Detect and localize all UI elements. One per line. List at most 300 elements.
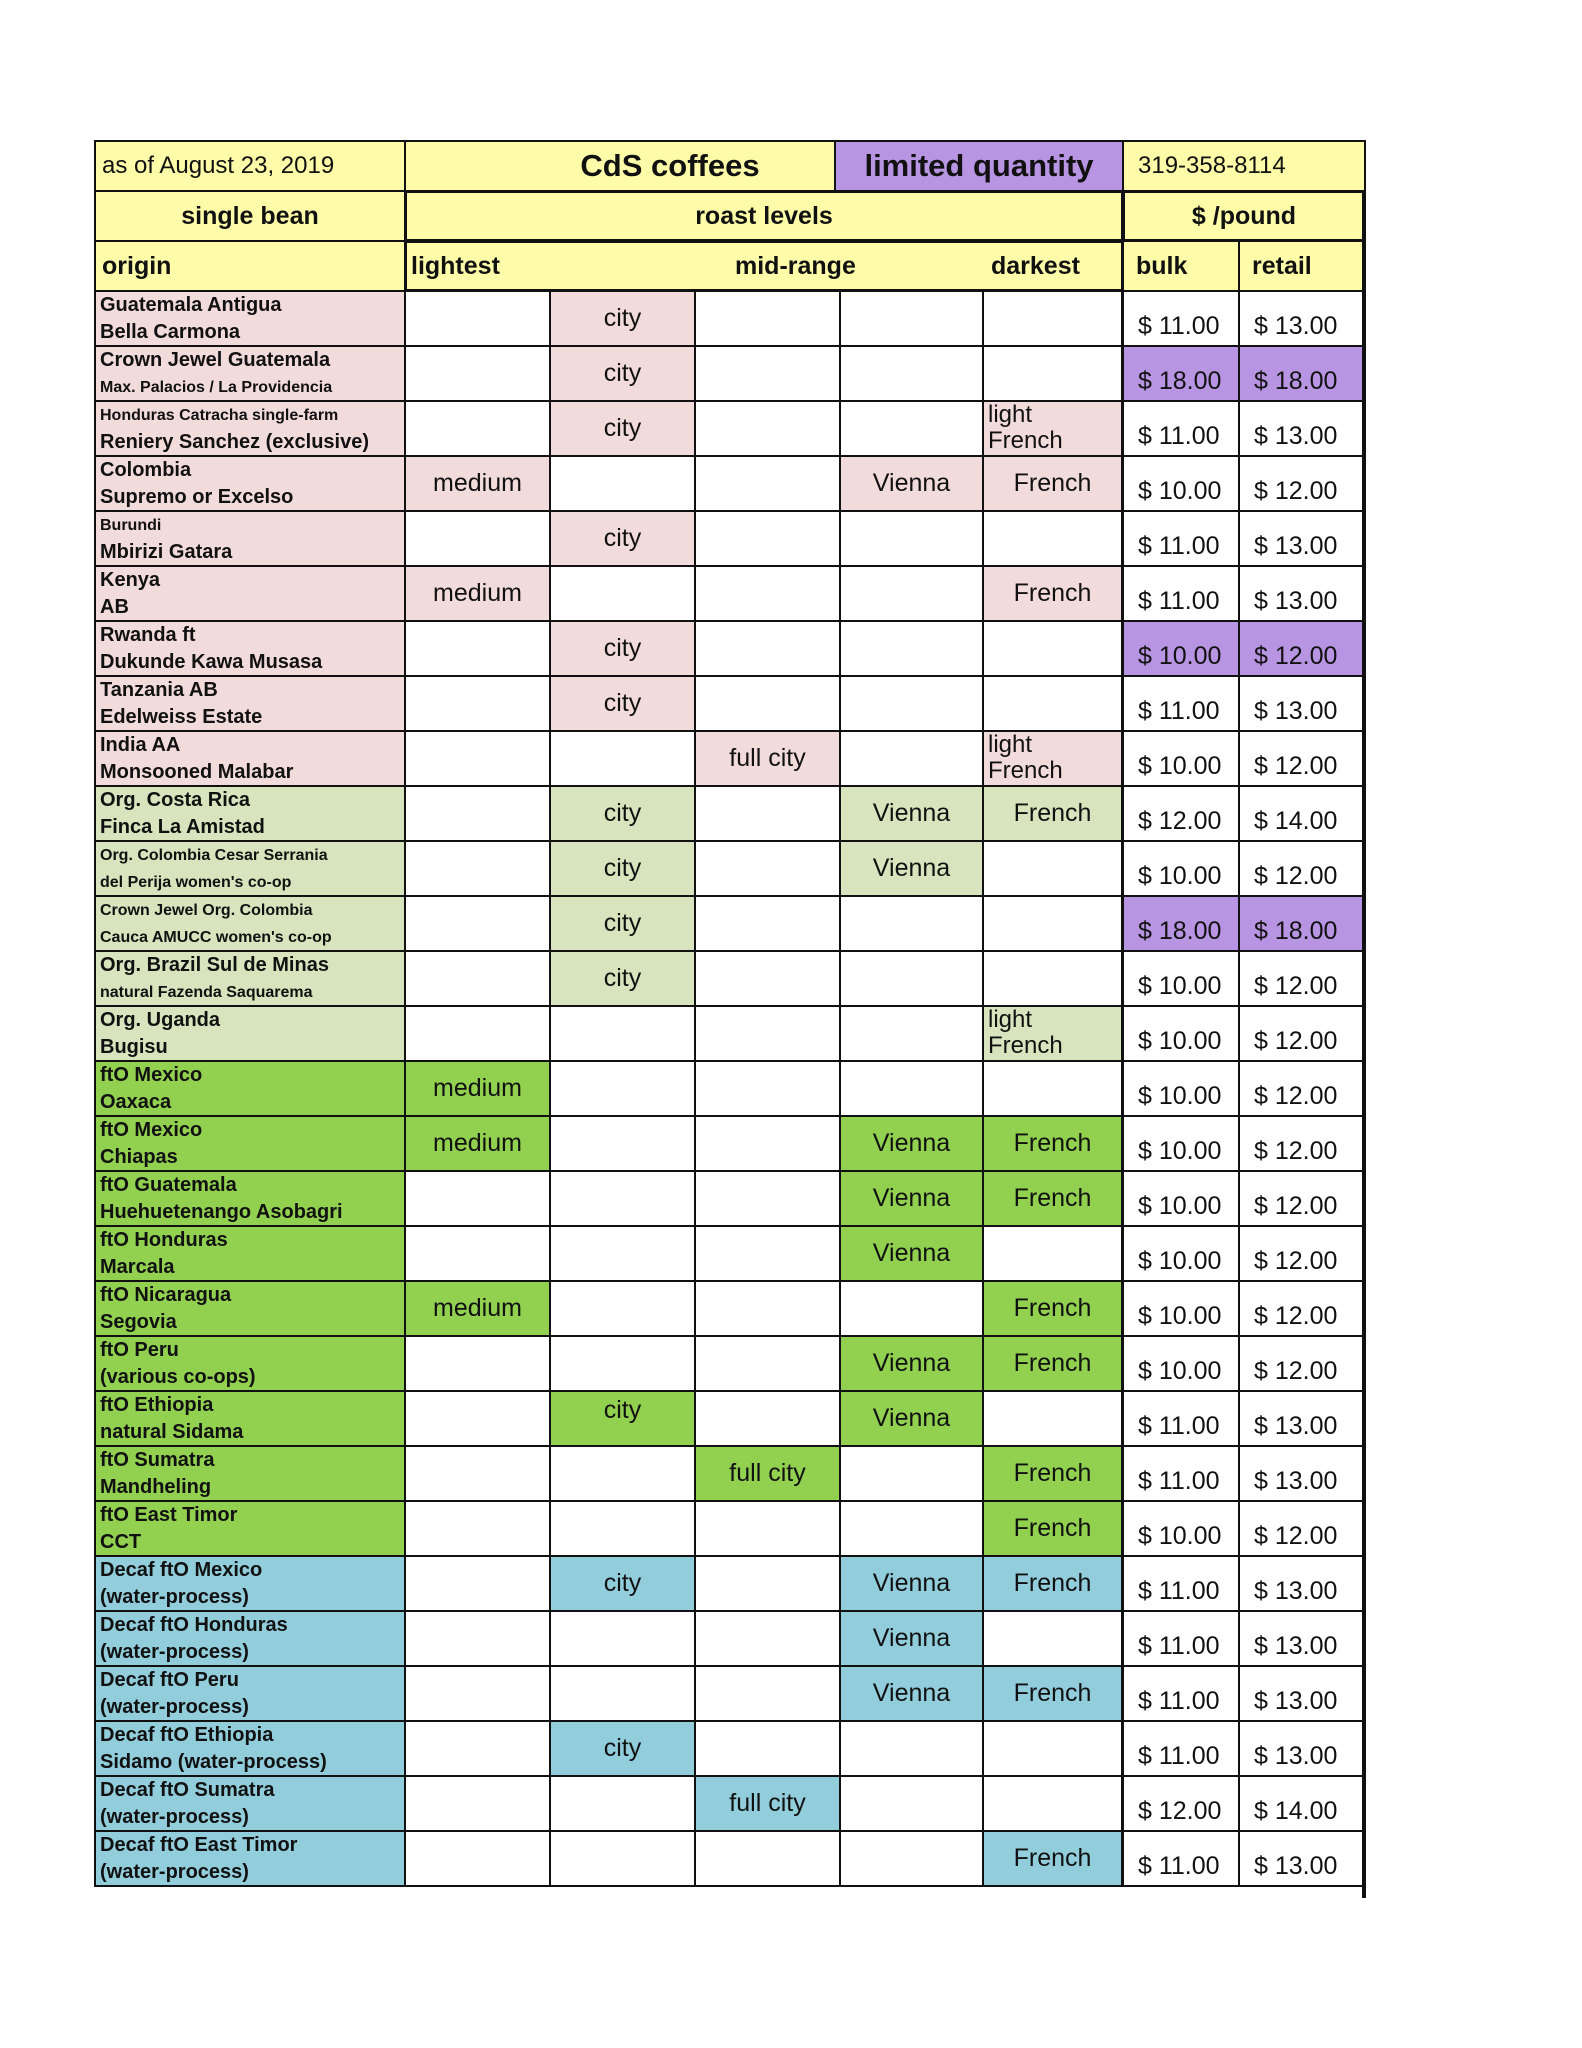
- bulk-price: $ 10.00: [1138, 477, 1222, 505]
- roast-level-text: Vienna: [872, 1349, 951, 1377]
- roast-level-text: city: [603, 1734, 642, 1762]
- retail-price-cell: [1238, 1170, 1366, 1227]
- roast-cell-darkest: [982, 1005, 1124, 1062]
- retail-price: $ 13.00: [1254, 312, 1338, 340]
- roast-cell-darkest: [982, 1445, 1124, 1502]
- bulk-price-cell: [1122, 1500, 1240, 1557]
- roast-level-text: city: [603, 1396, 642, 1424]
- single-bean-header: [94, 190, 406, 242]
- retail-price: $ 12.00: [1254, 1357, 1338, 1385]
- origin-cell: [94, 730, 406, 787]
- roast-cell-lightest: [404, 1830, 551, 1887]
- roast-cell-dark: [839, 840, 984, 897]
- origin-name: ftO Nicaragua: [100, 1284, 232, 1306]
- roast-cell-mid: [694, 1170, 841, 1227]
- roast-cell-light: [549, 1830, 696, 1887]
- roast-cell-dark: [839, 1225, 984, 1282]
- retail-price-cell: [1238, 510, 1366, 567]
- limited-quantity-legend: [834, 140, 1124, 192]
- retail-price-cell: [1238, 675, 1366, 732]
- roast-cell-mid: [694, 1060, 841, 1117]
- origin-detail: Oaxaca: [100, 1091, 172, 1113]
- date-cell: [94, 140, 406, 192]
- roast-cell-mid: [694, 675, 841, 732]
- retail-price: $ 18.00: [1254, 367, 1338, 395]
- roast-cell-dark: [839, 1060, 984, 1117]
- roast-cell-lightest: [404, 565, 551, 622]
- origin-detail: Sidamo (water-process): [100, 1751, 327, 1773]
- roast-cell-dark: [839, 1500, 984, 1557]
- origin-name: Decaf ftO Honduras: [100, 1614, 288, 1636]
- mid-range-label: mid-range: [735, 251, 856, 280]
- roast-cell-dark: [839, 1610, 984, 1667]
- retail-price: $ 12.00: [1254, 1192, 1338, 1220]
- origin-name: Crown Jewel Org. Colombia: [100, 902, 313, 919]
- roast-cell-light: [549, 1665, 696, 1722]
- roast-cell-dark: [839, 785, 984, 842]
- bulk-price: $ 11.00: [1138, 1852, 1220, 1880]
- roast-level-text: medium: [433, 579, 522, 607]
- bulk-price: $ 11.00: [1138, 422, 1220, 450]
- roast-cell-darkest: [982, 1060, 1124, 1117]
- roast-cell-light: [549, 785, 696, 842]
- roast-level-text: French: [1013, 1459, 1092, 1487]
- roast-level-text: French: [1013, 1514, 1092, 1542]
- roast-cell-mid: [694, 730, 841, 787]
- phone-cell: [1122, 140, 1366, 192]
- retail-price-cell: [1238, 785, 1366, 842]
- roast-cell-light: [549, 1335, 696, 1392]
- roast-cell-light: [549, 950, 696, 1007]
- bulk-price-cell: [1122, 950, 1240, 1007]
- roast-cell-dark: [839, 510, 984, 567]
- origin-name: ftO Ethiopia: [100, 1394, 214, 1416]
- roast-level-text: Vienna: [872, 1184, 951, 1212]
- roast-level-text: French: [1013, 1679, 1092, 1707]
- roast-cell-lightest: [404, 1060, 551, 1117]
- bulk-price: $ 10.00: [1138, 642, 1222, 670]
- origin-cell: [94, 950, 406, 1007]
- roast-cell-lightest: [404, 290, 551, 347]
- retail-price-cell: [1238, 840, 1366, 897]
- roast-cell-lightest: [404, 895, 551, 952]
- origin-detail: (water-process): [100, 1641, 249, 1663]
- origin-cell: [94, 675, 406, 732]
- roast-level-text: French: [1013, 1184, 1092, 1212]
- roast-cell-lightest: [404, 1445, 551, 1502]
- retail-price-cell: [1238, 950, 1366, 1007]
- roast-cell-lightest: [404, 1720, 551, 1777]
- retail-price: $ 12.00: [1254, 1027, 1338, 1055]
- bulk-price: $ 10.00: [1138, 1302, 1222, 1330]
- roast-cell-darkest: [982, 895, 1124, 952]
- roast-level-text: medium: [433, 1129, 522, 1157]
- retail-price: $ 12.00: [1254, 1082, 1338, 1110]
- roast-cell-light: [549, 1390, 696, 1447]
- roast-cell-mid: [694, 565, 841, 622]
- origin-cell: [94, 290, 406, 347]
- origin-name: ftO Guatemala: [100, 1174, 237, 1196]
- origin-cell: [94, 1060, 406, 1117]
- roast-cell-lightest: [404, 1610, 551, 1667]
- roast-level-text: city: [603, 1569, 642, 1597]
- roast-cell-light: [549, 840, 696, 897]
- roast-level-text: French: [1013, 1129, 1092, 1157]
- bulk-price: $ 10.00: [1138, 1082, 1222, 1110]
- roast-level-text: French: [1013, 1569, 1092, 1597]
- origin-detail: (various co-ops): [100, 1366, 256, 1388]
- bulk-price-cell: [1122, 730, 1240, 787]
- origin-cell: [94, 400, 406, 457]
- bulk-price-cell: [1122, 1280, 1240, 1337]
- roast-cell-light: [549, 1225, 696, 1282]
- bulk-price: $ 10.00: [1138, 972, 1222, 1000]
- roast-level-text: Vienna: [872, 1679, 951, 1707]
- roast-cell-light: [549, 1610, 696, 1667]
- origin-detail: (water-process): [100, 1696, 249, 1718]
- roast-cell-dark: [839, 400, 984, 457]
- origin-name: Kenya: [100, 569, 161, 591]
- roast-level-text: French: [1013, 1294, 1092, 1322]
- roast-cell-dark: [839, 1390, 984, 1447]
- retail-column-header: [1238, 240, 1366, 292]
- roast-level-text: French: [1013, 1844, 1092, 1872]
- retail-price-cell: [1238, 1720, 1366, 1777]
- retail-price: $ 13.00: [1254, 422, 1338, 450]
- origin-name: ftO Mexico: [100, 1064, 203, 1086]
- retail-price: $ 13.00: [1254, 532, 1338, 560]
- roast-cell-dark: [839, 675, 984, 732]
- roast-cell-mid: [694, 1830, 841, 1887]
- roast-level-text: light French: [988, 1006, 1063, 1059]
- phone-number: 319-358-8114: [1138, 152, 1286, 179]
- roast-cell-dark: [839, 1555, 984, 1612]
- bulk-price-cell: [1122, 1060, 1240, 1117]
- origin-cell: [94, 1225, 406, 1282]
- origin-cell: [94, 1775, 406, 1832]
- origin-detail: Segovia: [100, 1311, 177, 1333]
- roast-cell-darkest: [982, 1335, 1124, 1392]
- roast-cell-darkest: [982, 290, 1124, 347]
- bulk-price: $ 11.00: [1138, 312, 1220, 340]
- origin-detail: Reniery Sanchez (exclusive): [100, 431, 370, 453]
- origin-detail: (water-process): [100, 1586, 249, 1608]
- roast-cell-lightest: [404, 1115, 551, 1172]
- origin-cell: [94, 1115, 406, 1172]
- roast-levels-header: [404, 190, 1124, 242]
- origin-cell: [94, 1500, 406, 1557]
- roast-cell-darkest: [982, 1555, 1124, 1612]
- origin-name: Decaf ftO Peru: [100, 1669, 239, 1691]
- retail-price-cell: [1238, 1830, 1366, 1887]
- roast-level-text: city: [603, 524, 642, 552]
- retail-price-cell: [1238, 1390, 1366, 1447]
- roast-level-text: city: [603, 799, 642, 827]
- roast-cell-mid: [694, 785, 841, 842]
- roast-cell-lightest: [404, 1665, 551, 1722]
- roast-cell-lightest: [404, 400, 551, 457]
- roast-cell-lightest: [404, 840, 551, 897]
- bulk-price: $ 11.00: [1138, 587, 1220, 615]
- origin-name: Guatemala Antigua: [100, 294, 282, 316]
- origin-cell: [94, 1555, 406, 1612]
- origin-cell: [94, 1720, 406, 1777]
- roast-cell-light: [549, 565, 696, 622]
- retail-price: $ 13.00: [1254, 587, 1338, 615]
- origin-detail: Cauca AMUCC women's co-op: [100, 929, 332, 946]
- bulk-price: $ 11.00: [1138, 1742, 1220, 1770]
- roast-level-text: Vienna: [872, 1624, 951, 1652]
- roast-cell-mid: [694, 290, 841, 347]
- roast-cell-darkest: [982, 840, 1124, 897]
- roast-cell-light: [549, 1500, 696, 1557]
- roast-cell-lightest: [404, 345, 551, 402]
- origin-name: Tanzania AB: [100, 679, 218, 701]
- roast-column-header: [404, 240, 1124, 292]
- origin-cell: [94, 1610, 406, 1667]
- single-bean-label: single bean: [181, 201, 319, 230]
- roast-cell-darkest: [982, 1390, 1124, 1447]
- as-of-date: as of August 23, 2019: [102, 152, 335, 179]
- origin-cell: [94, 565, 406, 622]
- roast-cell-dark: [839, 1665, 984, 1722]
- origin-name: Rwanda ft: [100, 624, 196, 646]
- origin-detail: Chiapas: [100, 1146, 178, 1168]
- roast-cell-darkest: [982, 1225, 1124, 1282]
- bulk-price-cell: [1122, 1665, 1240, 1722]
- roast-cell-darkest: [982, 620, 1124, 677]
- origin-cell: [94, 1280, 406, 1337]
- origin-cell: [94, 510, 406, 567]
- roast-cell-mid: [694, 620, 841, 677]
- roast-level-text: full city: [729, 1789, 806, 1817]
- roast-cell-dark: [839, 1170, 984, 1227]
- roast-cell-light: [549, 1445, 696, 1502]
- origin-name: ftO Peru: [100, 1339, 179, 1361]
- roast-cell-lightest: [404, 620, 551, 677]
- origin-detail: natural Sidama: [100, 1421, 244, 1443]
- retail-price-cell: [1238, 1500, 1366, 1557]
- bulk-price: $ 11.00: [1138, 1412, 1220, 1440]
- sheet-title: CdS coffees: [580, 148, 760, 183]
- bulk-price-cell: [1122, 840, 1240, 897]
- origin-name: Crown Jewel Guatemala: [100, 349, 331, 371]
- origin-detail: CCT: [100, 1531, 142, 1553]
- roast-cell-mid: [694, 950, 841, 1007]
- price-per-pound-header: [1122, 190, 1366, 242]
- origin-name: Org. Brazil Sul de Minas: [100, 954, 329, 976]
- origin-column-header: [94, 240, 406, 292]
- origin-detail: Dukunde Kawa Musasa: [100, 651, 323, 673]
- roast-cell-light: [549, 1720, 696, 1777]
- retail-price-cell: [1238, 1005, 1366, 1062]
- roast-cell-darkest: [982, 1775, 1124, 1832]
- roast-cell-light: [549, 455, 696, 512]
- retail-price-cell: [1238, 1335, 1366, 1392]
- roast-cell-mid: [694, 1445, 841, 1502]
- retail-price-cell: [1238, 1555, 1366, 1612]
- roast-cell-lightest: [404, 1335, 551, 1392]
- bulk-price: $ 10.00: [1138, 1357, 1222, 1385]
- bulk-price: $ 10.00: [1138, 862, 1222, 890]
- roast-cell-darkest: [982, 400, 1124, 457]
- retail-price-cell: [1238, 1445, 1366, 1502]
- roast-cell-light: [549, 675, 696, 732]
- roast-cell-darkest: [982, 510, 1124, 567]
- roast-level-text: city: [603, 414, 642, 442]
- origin-cell: [94, 1830, 406, 1887]
- bulk-price: $ 18.00: [1138, 367, 1222, 395]
- origin-name: Honduras Catracha single-farm: [100, 407, 339, 424]
- origin-detail: AB: [100, 596, 129, 618]
- bulk-price-cell: [1122, 675, 1240, 732]
- roast-cell-light: [549, 895, 696, 952]
- roast-cell-lightest: [404, 1500, 551, 1557]
- roast-cell-light: [549, 510, 696, 567]
- roast-cell-dark: [839, 1775, 984, 1832]
- roast-cell-lightest: [404, 1005, 551, 1062]
- origin-name: Decaf ftO East Timor: [100, 1834, 298, 1856]
- roast-cell-mid: [694, 1500, 841, 1557]
- retail-price: $ 12.00: [1254, 1137, 1338, 1165]
- retail-price: $ 12.00: [1254, 752, 1338, 780]
- bulk-price-cell: [1122, 1390, 1240, 1447]
- roast-cell-light: [549, 290, 696, 347]
- bulk-price-cell: [1122, 620, 1240, 677]
- roast-cell-mid: [694, 1665, 841, 1722]
- bulk-price-cell: [1122, 1610, 1240, 1667]
- retail-price: $ 14.00: [1254, 807, 1338, 835]
- roast-cell-dark: [839, 290, 984, 347]
- retail-price: $ 13.00: [1254, 1577, 1338, 1605]
- roast-cell-lightest: [404, 1775, 551, 1832]
- roast-cell-lightest: [404, 785, 551, 842]
- bulk-price-cell: [1122, 455, 1240, 512]
- roast-cell-mid: [694, 1335, 841, 1392]
- roast-level-text: city: [603, 304, 642, 332]
- roast-cell-mid: [694, 455, 841, 512]
- retail-price-cell: [1238, 1280, 1366, 1337]
- origin-detail: Finca La Amistad: [100, 816, 265, 838]
- retail-price: $ 13.00: [1254, 1687, 1338, 1715]
- roast-cell-dark: [839, 1005, 984, 1062]
- retail-price: $ 12.00: [1254, 1247, 1338, 1275]
- bulk-price: $ 11.00: [1138, 1632, 1220, 1660]
- roast-level-text: medium: [433, 1294, 522, 1322]
- origin-name: ftO East Timor: [100, 1504, 238, 1526]
- origin-detail: Edelweiss Estate: [100, 706, 263, 728]
- roast-cell-lightest: [404, 730, 551, 787]
- bulk-price-cell: [1122, 290, 1240, 347]
- origin-name: Decaf ftO Ethiopia: [100, 1724, 274, 1746]
- roast-cell-lightest: [404, 1390, 551, 1447]
- bulk-price: $ 11.00: [1138, 697, 1220, 725]
- bulk-price-cell: [1122, 895, 1240, 952]
- origin-detail: (water-process): [100, 1806, 249, 1828]
- retail-price-cell: [1238, 730, 1366, 787]
- roast-cell-lightest: [404, 675, 551, 732]
- retail-price-cell: [1238, 455, 1366, 512]
- roast-cell-darkest: [982, 345, 1124, 402]
- roast-level-text: city: [603, 854, 642, 882]
- roast-level-text: city: [603, 689, 642, 717]
- roast-cell-lightest: [404, 1225, 551, 1282]
- roast-cell-dark: [839, 1115, 984, 1172]
- retail-price: $ 13.00: [1254, 1852, 1338, 1880]
- roast-cell-dark: [839, 1445, 984, 1502]
- right-edge-border: [1362, 190, 1366, 1898]
- roast-cell-lightest: [404, 455, 551, 512]
- roast-cell-darkest: [982, 1500, 1124, 1557]
- roast-cell-darkest: [982, 675, 1124, 732]
- origin-cell: [94, 785, 406, 842]
- origin-cell: [94, 895, 406, 952]
- roast-cell-darkest: [982, 1665, 1124, 1722]
- bulk-price: $ 18.00: [1138, 917, 1222, 945]
- retail-price: $ 13.00: [1254, 1467, 1338, 1495]
- bulk-price-cell: [1122, 1115, 1240, 1172]
- roast-level-text: medium: [433, 469, 522, 497]
- retail-price-cell: [1238, 1225, 1366, 1282]
- origin-cell: [94, 620, 406, 677]
- roast-cell-mid: [694, 1280, 841, 1337]
- bulk-price: $ 10.00: [1138, 1137, 1222, 1165]
- bulk-price: $ 10.00: [1138, 752, 1222, 780]
- roast-cell-darkest: [982, 730, 1124, 787]
- bulk-price-cell: [1122, 785, 1240, 842]
- roast-cell-light: [549, 1775, 696, 1832]
- retail-price: $ 12.00: [1254, 862, 1338, 890]
- retail-price: $ 14.00: [1254, 1797, 1338, 1825]
- retail-price-cell: [1238, 1060, 1366, 1117]
- origin-detail: Mandheling: [100, 1476, 212, 1498]
- retail-price-cell: [1238, 1665, 1366, 1722]
- retail-price: $ 13.00: [1254, 1412, 1338, 1440]
- roast-level-text: Vienna: [872, 799, 951, 827]
- roast-cell-lightest: [404, 510, 551, 567]
- bulk-price-cell: [1122, 510, 1240, 567]
- bulk-price-cell: [1122, 1170, 1240, 1227]
- roast-cell-lightest: [404, 1280, 551, 1337]
- retail-price: $ 13.00: [1254, 1632, 1338, 1660]
- bulk-price-cell: [1122, 1830, 1240, 1887]
- roast-cell-dark: [839, 455, 984, 512]
- origin-detail: (water-process): [100, 1861, 249, 1883]
- roast-cell-dark: [839, 895, 984, 952]
- origin-detail: Huehuetenango Asobagri: [100, 1201, 343, 1223]
- origin-name: Org. Costa Rica: [100, 789, 251, 811]
- roast-level-text: city: [603, 964, 642, 992]
- origin-name: Org. Colombia Cesar Serrania: [100, 847, 328, 864]
- price-per-pound-label: $ /pound: [1191, 201, 1297, 230]
- retail-price: $ 12.00: [1254, 1522, 1338, 1550]
- origin-name: Decaf ftO Sumatra: [100, 1779, 275, 1801]
- retail-price-cell: [1238, 1115, 1366, 1172]
- retail-price-cell: [1238, 400, 1366, 457]
- roast-cell-darkest: [982, 1170, 1124, 1227]
- bulk-price-cell: [1122, 1555, 1240, 1612]
- origin-detail: Marcala: [100, 1256, 175, 1278]
- roast-cell-dark: [839, 620, 984, 677]
- roast-cell-lightest: [404, 1170, 551, 1227]
- roast-cell-mid: [694, 840, 841, 897]
- retail-label: retail: [1252, 251, 1312, 280]
- bulk-column-header: [1122, 240, 1240, 292]
- origin-name: Burundi: [100, 517, 162, 534]
- bulk-price-cell: [1122, 565, 1240, 622]
- bulk-price: $ 12.00: [1138, 1797, 1222, 1825]
- retail-price: $ 13.00: [1254, 1742, 1338, 1770]
